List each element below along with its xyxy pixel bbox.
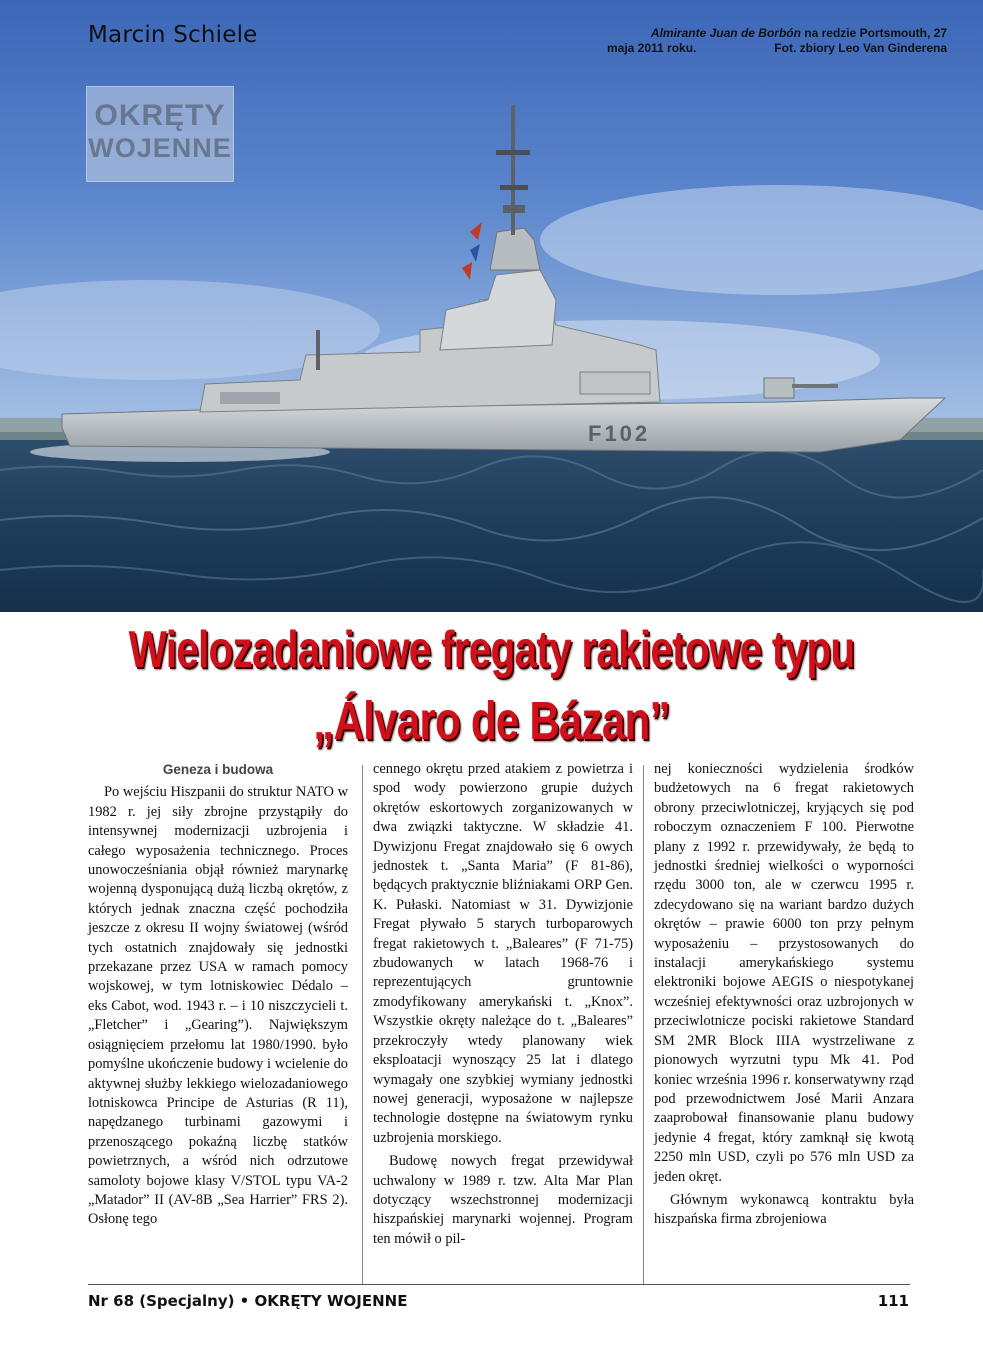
text-column-3 xyxy=(654,760,914,1230)
text-column-1 xyxy=(88,760,348,1230)
paragraph: Po wejściu Hiszpanii do struktur NATO w 1982 r. jej siły zbrojne przystąpiły do intensywnej modernizacji uzbrojenia i całego wyposażenia technicznego. Proces unowocześniania objął również marynarkę wojenną dysponującą dużą liczbą okrętów, z których jednak znaczna część pochodziła jeszcze z okresu II wojny światowej (wśród tych ostatnich znajdowały się jednostki przekazane przez USA w ramach pomocy wojskowej, w tym lotniskowiec Dédalo – eks Cabot, wod. 1943 r. – i 10 niszczycieli t. „Fletcher” i „Gearing”). Największym osiągnięciem przełomu lat 1980/1990. było pomyślne ukończenie budowy i wcielenie do aktywnej służby lekkiego wielozadaniowego lotniskowca Principe de Asturias (R 11), napędzanego turbinami gazowymi i przenoszącego pokaźną liczbę statków powietrznych, a wśród nich odrzutowe samoloty bojowe klasy V/STOL typu VA-2 „Matador” II (AV-8B „Sea Harrier” FRS 2). Osłonę tego xyxy=(88,784,348,1228)
article-title-line2: „Álvaro de Bázan” xyxy=(313,691,670,751)
author-name: Marcin Schiele xyxy=(88,22,258,48)
text-column-2 xyxy=(373,760,633,1249)
article-title-line1: Wielozadaniowe fregaty rakietowe typu xyxy=(128,621,855,679)
caption-ship-name: Almirante Juan de Borbón xyxy=(650,26,801,40)
logo-line1: OKRĘTY xyxy=(94,99,226,132)
paragraph: Głównym wykonawcą kontraktu była hiszpańska firma zbrojeniowa xyxy=(654,1191,914,1228)
hull-number: F102 xyxy=(588,421,651,446)
photo-caption xyxy=(607,26,947,56)
page-number: 111 xyxy=(877,1292,909,1310)
caption-location: na redzie Portsmouth, 27 xyxy=(804,26,947,40)
paragraph: cennego okrętu przed atakiem z powietrza i spod wody powierzono grupie dużych okrętów eskortowych zorganizowanych w dwa związki taktyczne. W składzie 41. Dywizjonu Fregat znajdowało się 6 owych jednostek t. „Santa Maria” (F 81-86), będących praktycznie bliźniakami ORP Gen. K. Pułaski. Natomiast w 31. Dywizjonie Fregat pływało 5 starych turboparowych fregat rakietowych t. „Baleares” (F 71-75) zbudowanych w latach 1968-76 i reprezentujących gruntownie zmodyfikowany amerykański t. „Knox”. Wszystkie okręty należące do t. „Baleares” przekroczyły wtedy planowany wiek eksploatacji wynoszący 25 lat i dlatego wymagały one szybkiej wymiany jednostki nowej generacji, wyposażone w najlepsze technologie dostępne na światowym rynku uzbrojenia morskiego. xyxy=(373,761,633,1146)
caption-date: maja 2011 roku. xyxy=(607,41,697,55)
footer-issue: Nr 68 (Specjalny) • OKRĘTY WOJENNE xyxy=(88,1292,408,1310)
logo-line2: WOJENNE xyxy=(88,133,232,163)
caption-credit: Fot. zbiory Leo Van Ginderena xyxy=(774,41,947,55)
paragraph: nej konieczności wydzielenia środków budżetowych na 6 fregat rakietowych obrony przeciwlotniczej, kryjących się pod roboczym oznaczeniem F 100. Pierwotne plany z 1992 r. przewidywały, że będą to jednostki średniej wielkości o wyporności rzędu 3000 ton, ale w czerwcu 1995 r. zdecydowano się na wariant bardzo dużych okrętów – prawie 6000 ton przy pełnym wyposażeniu – przystosowanych do instalacji amerykańskiego systemu elektroniki bojowe AEGIS o niespotykanej wcześniej efektywności oraz uzbrojonych w przeciwlotnicze pociski rakietowe Standard SM 2MR Block IIIA wystrzeliwane z pionowych wyrzutni typu Mk 41. Pod koniec września 1996 r. konserwatywny rząd pod przewodnictwem José Marii Anzara zaaprobował finansowanie planu budowy jedynie 4 fregat, który zamknął się kwotą 2250 mln USD, czyli po 576 mln USD za jeden okręt. xyxy=(654,761,914,1185)
section-heading: Geneza i budowa xyxy=(162,762,274,777)
magazine-logo xyxy=(86,86,234,182)
footer-rule xyxy=(88,1284,910,1285)
paragraph: Budowę nowych fregat przewidywał uchwalony w 1989 r. tzw. Alta Mar Plan dotyczący wszechstronnej modernizacji hiszpańskiej marynarki wojennej. Program ten mówił o pil- xyxy=(373,1153,633,1247)
column-divider xyxy=(643,765,644,1285)
column-divider xyxy=(362,765,363,1285)
